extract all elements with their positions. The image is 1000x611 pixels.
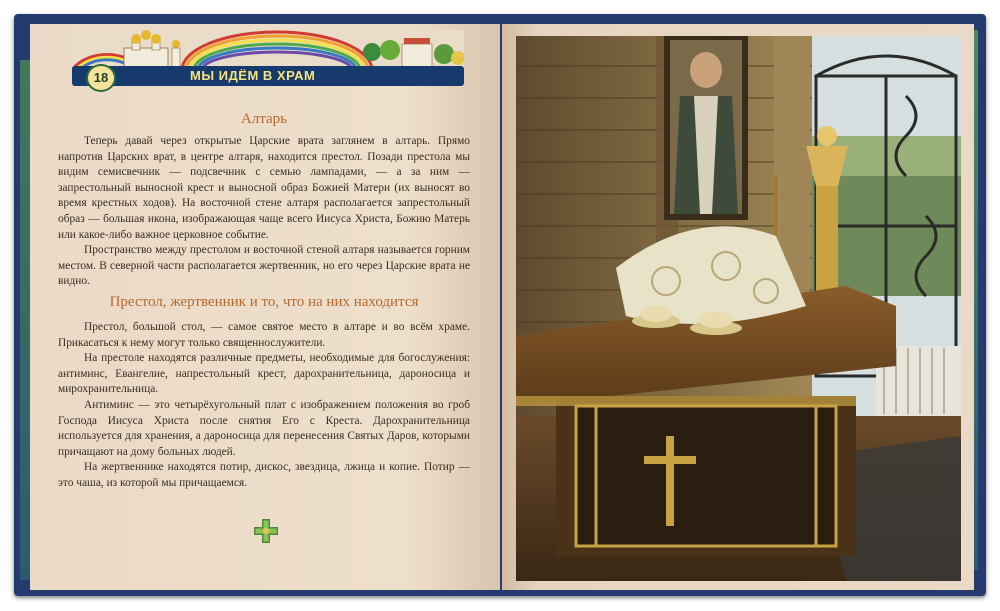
section-heading-throne: Престол, жертвенник и то, что на них находится [109, 294, 419, 310]
section-heading-altar: Алтарь [240, 111, 288, 127]
page-number: 18 [86, 64, 116, 92]
paragraph: Теперь давай через открытые Царские врата заглянем в алтарь. Прямо напротив Царских врат, в центре алтаря, находится престол. Позади престола мы видим семисвечник — подсвечник с семью лампадами, — а за ним — запрестольный выносной крест и выносной образ Божией Матери (их выносят во время крестных ходов). На восточной стене алтаря располагается запрестольный образ — большая икона, изображающая чаще всего Иисуса Христа, Божию Матерь или какое-либо важное церковное событие. [58, 135, 470, 241]
green-cross-ornament-icon [252, 517, 280, 545]
page-header [72, 30, 464, 88]
paragraph: Престол, большой стол, — самое святое место в алтаре и во всём храме. Прикасаться к нему могут только священнослужители. [58, 321, 470, 349]
section-body-throne [58, 320, 470, 492]
paragraph: Антиминс — это четырёхугольный плат с изображением положения во гроб Господа Иисуса Христа после снятия Его с Креста. Дарохранительница используется для хранения, а дароносица для перенесения Святых Даров, которыми причащают на дому больных людей. [58, 398, 470, 458]
paragraph: Пространство между престолом и восточной стеной алтаря называется горним местом. В северной части располагается жертвенник, но его через Царские врата не видно. [58, 244, 470, 288]
section-body-altar [58, 134, 470, 290]
paragraph: На престоле находятся различные предметы, необходимые для богослужения: антиминс, Евангелие, напрестольный крест, дарохранительница, дароносица и мирохранительница. [58, 352, 470, 396]
header-illustration [72, 30, 464, 70]
altar-photo [516, 36, 961, 581]
paragraph: На жертвеннике находятся потир, дискос, звездица, лжица и копие. Потир — это чаша, из которой мы причащаемся. [58, 461, 470, 489]
chapter-title: МЫ ИДЁМ В ХРАМ [190, 68, 316, 83]
